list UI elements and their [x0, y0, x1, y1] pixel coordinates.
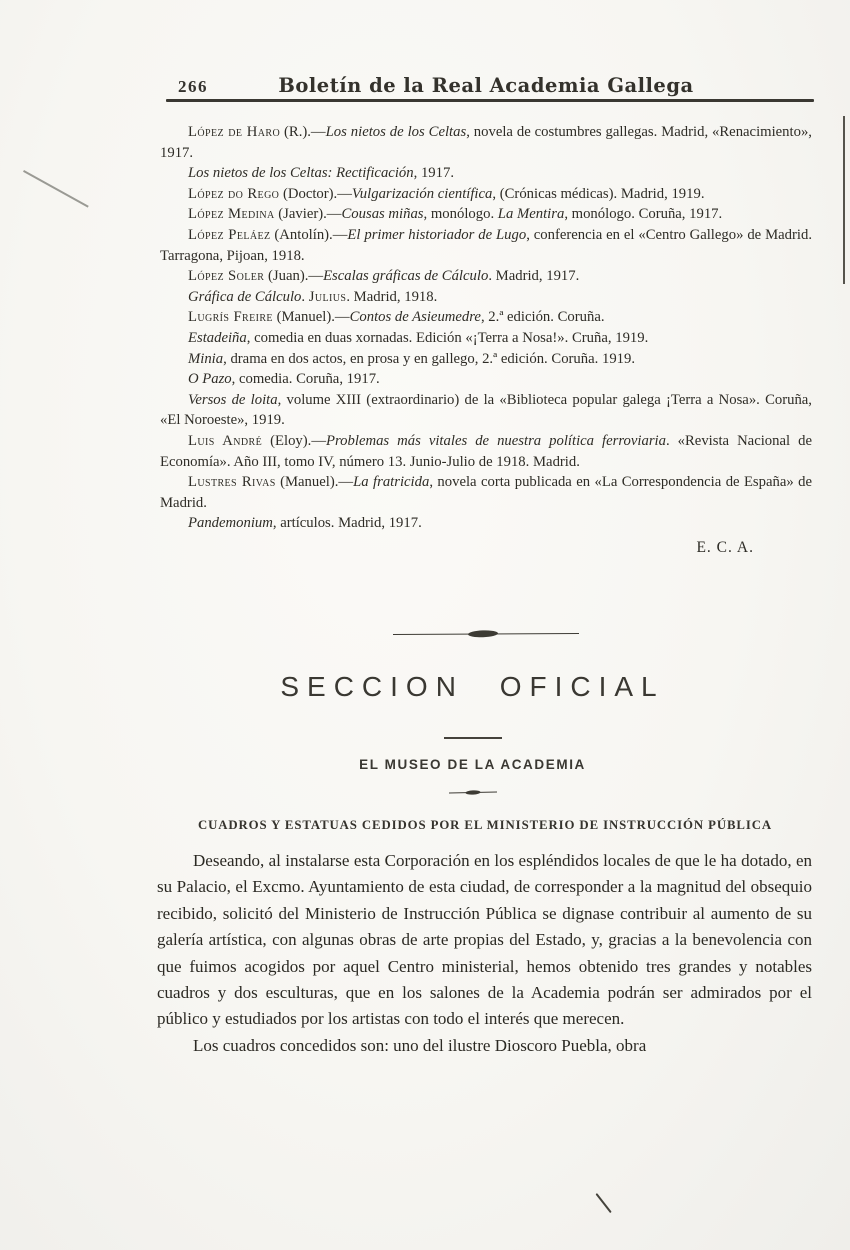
- bibliography-entry: [160, 472, 812, 513]
- body-paragraph: Los cuadros concedidos son: uno del ilustre Dioscoro Puebla, obra: [193, 1035, 647, 1055]
- bibliography-list: [160, 122, 812, 534]
- text-segment: Versos de loita: [188, 391, 278, 408]
- article-body: [157, 848, 812, 1059]
- page-number: 266: [178, 77, 208, 96]
- text-segment: , comedia. Coruña, 1917.: [231, 371, 380, 388]
- article-heading: CUADROS Y ESTATUAS CEDIDOS POR EL MINISTERIO DE INSTRUCCIÓN PÚBLICA: [197, 818, 773, 832]
- text-segment: , 1917.: [413, 165, 454, 182]
- bibliography-entry: [160, 390, 812, 431]
- bibliography-entry: [160, 307, 812, 328]
- text-segment: López Medina: [188, 206, 275, 223]
- bibliography-entry: [160, 328, 812, 349]
- text-segment: , conferencia en el «Centro Gallego» de Madrid. Tarragona, Pijoan, 1918.: [160, 226, 812, 264]
- text-segment: (Eloy).—: [262, 432, 327, 449]
- text-segment: (R.).—: [280, 124, 326, 140]
- text-segment: Minia: [188, 350, 224, 367]
- bibliography-entry: [160, 431, 812, 472]
- text-segment: Los nietos de los Celtas: [325, 124, 467, 140]
- text-segment: Luis André: [188, 432, 263, 449]
- text-segment: , monólogo. Coruña, 1917.: [564, 206, 723, 223]
- bibliography-entry: [160, 163, 812, 184]
- bibliography-entry: [160, 349, 812, 370]
- lens-rule-ornament-icon: [391, 628, 581, 640]
- scan-artifact-diagonal-line: [23, 170, 88, 207]
- section-title: SECCION OFICIAL: [280, 671, 665, 702]
- small-lens-ornament-icon: [448, 788, 498, 797]
- text-segment: (Manuel).—: [272, 309, 350, 326]
- scan-artifact-vertical-line: [843, 116, 845, 284]
- text-segment: El primer historiador de Lugo: [347, 226, 527, 243]
- text-segment: , (Crónicas médicas). Madrid, 1919.: [492, 185, 705, 202]
- scan-artifact-pen-mark: [595, 1193, 611, 1213]
- text-segment: , drama en dos actos, en prosa y en gallego, 2.ª edición. Coruña. 1919.: [223, 350, 636, 367]
- text-segment: López de Haro: [188, 124, 281, 140]
- text-segment: , novela de costumbres gallegas. Madrid, «Renacimiento», 1917.: [160, 124, 812, 161]
- text-segment: López Peláez: [188, 226, 271, 243]
- text-segment: .: [301, 288, 309, 305]
- text-segment: Contos de Asieumedre: [349, 309, 481, 326]
- text-segment: Estadeiña: [188, 329, 247, 346]
- text-segment: Cousas miñas: [341, 206, 424, 223]
- text-segment: (Juan).—: [264, 268, 324, 285]
- bibliography-entry: [160, 225, 812, 266]
- header-rule: [166, 99, 814, 102]
- journal-title: Boletín de la Real Academia Gallega: [278, 74, 694, 97]
- text-segment: . «Revista Nacional de Economía». Año III, tomo IV, número 13. Junio-Julio de 1918. Madrid.: [160, 432, 812, 470]
- text-segment: López do Rego: [188, 185, 280, 202]
- text-segment: Julius: [308, 288, 347, 305]
- text-segment: Lustres Rivas: [188, 474, 276, 491]
- text-segment: (Manuel).—: [275, 474, 354, 491]
- body-paragraph: Deseando, al instalarse esta Corporación en los espléndidos locales de que le ha dotado, en su Palacio, el Excmo. Ayuntamiento de esta ciudad, de corresponder a la magnitud del obsequio recibido, solicitó del Ministerio de Instrucción Pública se dignase contribuir al aumento de su galería artística, con algunas obras de arte propias del Estado, y, gracias a la benevolencia con que fuimos acogidos por aquel Centro ministerial, hemos obtenido tres grandes y notables cuadros y dos esculturas, que en los salones de la Academia podrán ser admirados por el público y estudiados por los artistas con todo el interés que merecen.: [157, 851, 812, 1029]
- text-segment: Problemas más vitales de nuestra política ferroviaria: [326, 432, 666, 449]
- bibliography-entry: [160, 266, 812, 287]
- text-segment: (Doctor).—: [279, 185, 352, 202]
- text-segment: La Mentira: [497, 206, 565, 223]
- text-segment: (Javier).—: [274, 206, 342, 223]
- text-segment: Vulgarización científica: [351, 185, 493, 202]
- text-segment: , novela corta publicada en «La Correspondencia de España» de Madrid.: [160, 474, 812, 511]
- text-segment: , artículos. Madrid, 1917.: [272, 515, 422, 532]
- section-divider: [160, 627, 812, 645]
- text-segment: , monólogo.: [423, 206, 498, 223]
- bibliography-entry: [160, 513, 812, 534]
- text-segment: Gráfica de Cálculo: [188, 288, 302, 305]
- text-segment: Los nietos de los Celtas: Rectificación: [188, 165, 414, 182]
- text-segment: , 2.ª edición. Coruña.: [480, 309, 605, 326]
- bibliography-entry: [160, 204, 812, 225]
- text-segment: Lugrís Freire: [188, 309, 273, 326]
- text-segment: Pandemonium: [188, 515, 273, 532]
- subsection-title: EL MUSEO DE LA ACADEMIA: [359, 757, 586, 772]
- bibliography-entry: [160, 184, 812, 205]
- text-segment: López Soler: [188, 268, 265, 285]
- text-segment: . Madrid, 1918.: [346, 288, 438, 305]
- text-segment: Escalas gráficas de Cálculo: [323, 268, 489, 285]
- bibliography-entry: [160, 122, 812, 163]
- text-segment: (Antolín).—: [270, 226, 348, 243]
- bibliography-section: [160, 122, 812, 558]
- text-segment: La fratricida: [353, 474, 430, 491]
- text-segment: , volume XIII (extraordinario) de la «Biblioteca popular galega ¡Terra a Nosa». Coruña, «El Noroeste», 1919.: [160, 391, 812, 429]
- text-segment: . Madrid, 1917.: [488, 268, 580, 285]
- text-segment: , comedia en duas xornadas. Edición «¡Terra a Nosa!». Cruña, 1919.: [246, 329, 649, 346]
- bibliography-entry: [160, 369, 812, 390]
- small-divider: [110, 784, 835, 802]
- text-segment: O Pazo: [188, 371, 232, 388]
- page-header: [160, 74, 812, 100]
- bibliography-entry: [160, 287, 812, 308]
- signature-initials: E. C. A.: [696, 538, 754, 556]
